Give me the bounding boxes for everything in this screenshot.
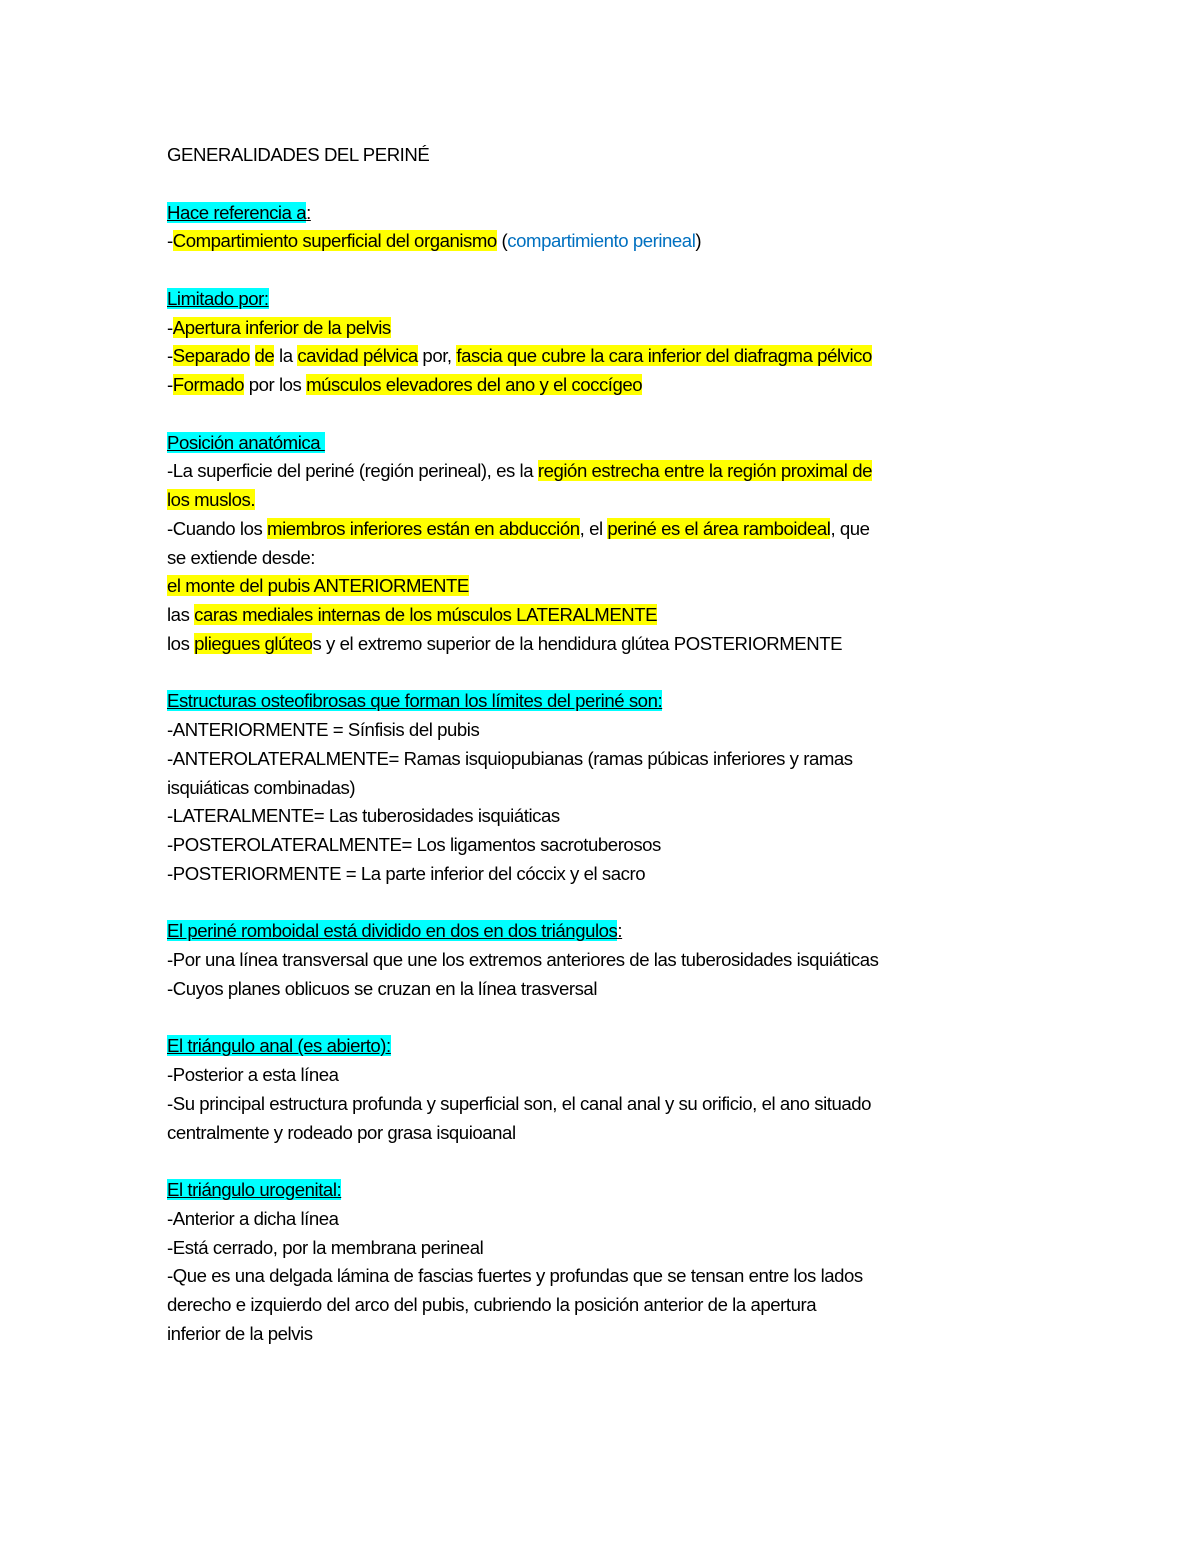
text-line [167, 1061, 1067, 1090]
section-heading: Estructuras osteofibrosas que forman los límites del periné son: [167, 690, 663, 712]
text-line [167, 1119, 1067, 1148]
highlighted-text: cavidad pélvica [297, 345, 418, 367]
underlined-text: : [306, 201, 311, 223]
text-line [167, 831, 1067, 860]
text: por los [244, 374, 307, 395]
text-line [167, 946, 1067, 975]
text-line [167, 486, 1067, 515]
highlighted-text: región estrecha entre la región proximal de [537, 460, 872, 482]
section-heading: Posición anatómica [167, 431, 325, 453]
text-line [167, 716, 1067, 745]
section-heading: El triángulo urogenital: [167, 1179, 342, 1200]
text: -LATERALMENTE= Las tuberosidades isquiáticas [167, 805, 560, 827]
text-line [167, 802, 1067, 831]
highlighted-text: Separado [172, 345, 250, 367]
text-line [167, 572, 1067, 601]
text: - [167, 316, 173, 338]
text-line [167, 745, 1067, 774]
text-line [167, 515, 1067, 544]
section-heading: Hace referencia a [167, 201, 307, 223]
highlighted-text: los muslos. [167, 489, 256, 510]
highlighted-text: fascia que cubre la cara inferior del diafragma pélvico [456, 345, 872, 367]
text: , que [830, 517, 870, 539]
text: -Anterior a dicha línea [167, 1207, 339, 1229]
blank-line [167, 1147, 1067, 1176]
text: - [167, 345, 173, 367]
text: , el [579, 517, 608, 539]
text: -Cuyos planes oblicuos se cruzan en la línea trasversal [167, 977, 597, 999]
text-line [167, 1176, 1067, 1205]
text: isquiáticas combinadas) [167, 776, 356, 798]
text-line [167, 342, 1067, 371]
text: ) [695, 230, 702, 252]
text: - [167, 374, 173, 395]
highlighted-text: Formado [172, 374, 245, 395]
blank-line [167, 1004, 1067, 1033]
text: inferior de la pelvis [167, 1322, 313, 1344]
text-line [167, 774, 1067, 803]
text: -POSTERIORMENTE = La parte inferior del cóccix y el sacro [167, 862, 646, 884]
text: -Posterior a esta línea [167, 1064, 339, 1085]
text: -Cuando los [167, 517, 268, 539]
text: GENERALIDADES DEL PERINÉ [167, 144, 430, 165]
highlighted-text: periné es el área ramboideal [607, 517, 831, 539]
text-line [167, 371, 1067, 400]
text-line [167, 1090, 1067, 1119]
text-line [167, 601, 1067, 630]
text-line [167, 1262, 1067, 1291]
text-line [167, 1234, 1067, 1263]
text: la [274, 345, 298, 367]
text: por, [417, 345, 457, 367]
text: se extiende desde: [167, 546, 315, 568]
highlighted-text: Apertura inferior de la pelvis [172, 316, 391, 338]
text: -Su principal estructura profunda y superficial son, el canal anal y su orificio, el ano situado [167, 1092, 872, 1114]
text-line [167, 227, 1067, 256]
text: - [167, 230, 173, 252]
text: derecho e izquierdo del arco del pubis, cubriendo la posición anterior de la apertura [167, 1294, 817, 1315]
text-line [167, 1205, 1067, 1234]
text-line [167, 917, 1067, 946]
blank-line [167, 659, 1067, 688]
text-line [167, 860, 1067, 889]
text [250, 345, 255, 366]
text: centralmente y rodeado por grasa isquioanal [167, 1121, 516, 1143]
text: las [167, 604, 195, 625]
text-line [167, 630, 1067, 659]
section-heading: Limitado por: [167, 287, 269, 309]
text-line [167, 199, 1067, 228]
document-title [167, 141, 1067, 170]
text: s y el extremo superior de la hendidura glútea POSTERIORMENTE [312, 632, 843, 654]
highlighted-text: de [254, 345, 275, 367]
highlighted-text: caras mediales internas de los músculos LATERALMENTE [194, 604, 658, 625]
highlighted-text: miembros inferiores están en abducción [267, 517, 580, 539]
highlighted-text: Compartimiento superficial del organismo [172, 230, 497, 252]
text: -ANTEROLATERALMENTE= Ramas isquiopubianas (ramas púbicas inferiores y ramas [167, 747, 853, 769]
text-line [167, 285, 1067, 314]
highlighted-text: músculos elevadores del ano y el coccígeo [306, 374, 643, 395]
highlighted-text: pliegues glúteo [194, 632, 313, 654]
blank-line [167, 400, 1067, 429]
text-line [167, 429, 1067, 458]
text-line [167, 687, 1067, 716]
blank-line [167, 170, 1067, 199]
text-line [167, 1291, 1067, 1320]
blank-line [167, 256, 1067, 285]
text: -POSTEROLATERALMENTE= Los ligamentos sacrotuberosos [167, 834, 661, 855]
highlighted-text: el monte del pubis ANTERIORMENTE [167, 575, 469, 597]
text-line [167, 1320, 1067, 1349]
blue-text: compartimiento perineal [507, 230, 696, 252]
text: -Por una línea transversal que une los extremos anteriores de las tuberosidades isquiáticas [167, 949, 879, 970]
document-page [167, 141, 1067, 1349]
text-line [167, 1032, 1067, 1061]
text-line [167, 314, 1067, 343]
text-line [167, 457, 1067, 486]
text: -Que es una delgada lámina de fascias fuertes y profundas que se tensan entre los lados [167, 1265, 863, 1287]
text: ( [496, 230, 508, 252]
section-heading: El triángulo anal (es abierto): [167, 1035, 391, 1057]
section-heading: El periné romboidal está dividido en dos en dos triángulos [167, 920, 618, 942]
blank-line [167, 889, 1067, 918]
text-line [167, 544, 1067, 573]
text-line [167, 975, 1067, 1004]
text: -Está cerrado, por la membrana perineal [167, 1236, 484, 1258]
underlined-text: : [617, 920, 623, 942]
text: los [167, 632, 195, 654]
text: -La superficie del periné (región perineal), es la [167, 460, 538, 482]
text: -ANTERIORMENTE = Sínfisis del pubis [167, 719, 480, 740]
